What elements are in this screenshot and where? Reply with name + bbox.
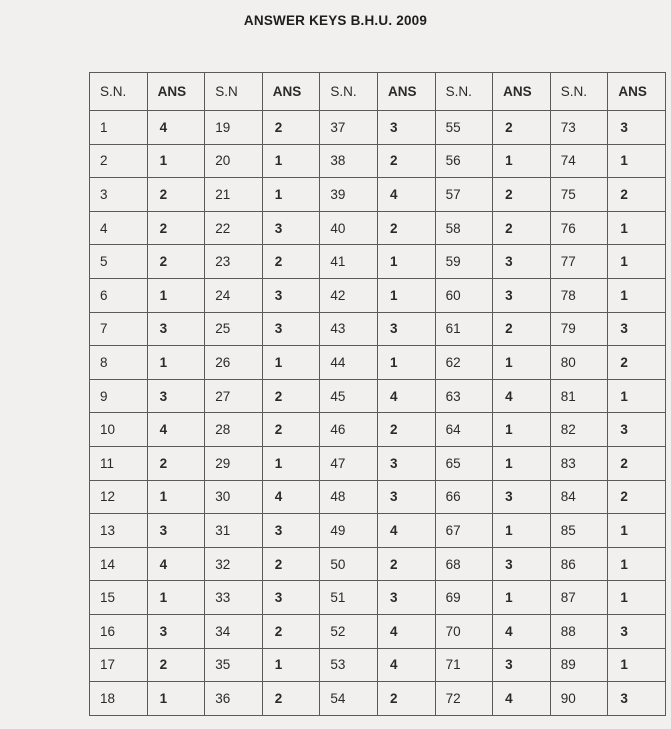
serial-number-cell: 24 <box>205 278 263 312</box>
serial-number-cell: 79 <box>550 312 608 346</box>
answer-cell: 2 <box>608 446 666 480</box>
answer-cell: 1 <box>493 413 551 447</box>
serial-number-cell: 18 <box>90 682 148 716</box>
answer-cell: 1 <box>147 278 205 312</box>
serial-number-cell: 7 <box>90 312 148 346</box>
header-serial-number: S.N. <box>435 73 493 111</box>
serial-number-cell: 47 <box>320 446 378 480</box>
answer-cell: 2 <box>147 178 205 212</box>
answer-cell: 1 <box>608 211 666 245</box>
answer-cell: 3 <box>608 682 666 716</box>
serial-number-cell: 71 <box>435 648 493 682</box>
answer-cell: 3 <box>608 111 666 145</box>
answer-cell: 3 <box>147 614 205 648</box>
serial-number-cell: 48 <box>320 480 378 514</box>
answer-cell: 3 <box>493 245 551 279</box>
serial-number-cell: 54 <box>320 682 378 716</box>
serial-number-cell: 37 <box>320 111 378 145</box>
answer-cell: 2 <box>493 111 551 145</box>
table-row <box>90 682 666 716</box>
serial-number-cell: 69 <box>435 581 493 615</box>
answer-cell: 2 <box>262 245 320 279</box>
serial-number-cell: 41 <box>320 245 378 279</box>
serial-number-cell: 61 <box>435 312 493 346</box>
serial-number-cell: 36 <box>205 682 263 716</box>
serial-number-cell: 66 <box>435 480 493 514</box>
answer-cell: 1 <box>147 144 205 178</box>
header-answer: ANS <box>493 73 551 111</box>
header-answer: ANS <box>147 73 205 111</box>
serial-number-cell: 3 <box>90 178 148 212</box>
answer-cell: 1 <box>608 144 666 178</box>
serial-number-cell: 68 <box>435 547 493 581</box>
serial-number-cell: 64 <box>435 413 493 447</box>
answer-cell: 2 <box>608 178 666 212</box>
serial-number-cell: 45 <box>320 379 378 413</box>
answer-cell: 2 <box>377 413 435 447</box>
serial-number-cell: 43 <box>320 312 378 346</box>
serial-number-cell: 8 <box>90 346 148 380</box>
serial-number-cell: 21 <box>205 178 263 212</box>
serial-number-cell: 27 <box>205 379 263 413</box>
serial-number-cell: 51 <box>320 581 378 615</box>
answer-cell: 2 <box>147 446 205 480</box>
answer-cell: 3 <box>493 547 551 581</box>
serial-number-cell: 14 <box>90 547 148 581</box>
answer-cell: 3 <box>262 278 320 312</box>
header-serial-number: S.N. <box>90 73 148 111</box>
serial-number-cell: 32 <box>205 547 263 581</box>
answer-cell: 4 <box>147 547 205 581</box>
answer-cell: 1 <box>493 144 551 178</box>
answer-cell: 1 <box>262 648 320 682</box>
serial-number-cell: 20 <box>205 144 263 178</box>
answer-cell: 3 <box>608 614 666 648</box>
serial-number-cell: 25 <box>205 312 263 346</box>
serial-number-cell: 15 <box>90 581 148 615</box>
table-row <box>90 312 666 346</box>
answer-cell: 3 <box>262 581 320 615</box>
answer-cell: 1 <box>377 278 435 312</box>
serial-number-cell: 85 <box>550 514 608 548</box>
serial-number-cell: 88 <box>550 614 608 648</box>
answer-cell: 2 <box>262 682 320 716</box>
answer-cell: 2 <box>377 547 435 581</box>
answer-cell: 1 <box>608 514 666 548</box>
answer-cell: 4 <box>493 379 551 413</box>
answer-cell: 1 <box>493 514 551 548</box>
answer-cell: 3 <box>377 480 435 514</box>
answer-cell: 2 <box>147 245 205 279</box>
answer-cell: 4 <box>147 413 205 447</box>
table-row <box>90 346 666 380</box>
answer-cell: 1 <box>377 245 435 279</box>
answer-cell: 1 <box>493 446 551 480</box>
answer-cell: 4 <box>377 614 435 648</box>
serial-number-cell: 67 <box>435 514 493 548</box>
serial-number-cell: 26 <box>205 346 263 380</box>
answer-cell: 2 <box>493 312 551 346</box>
answer-cell: 1 <box>262 446 320 480</box>
table-body <box>90 111 666 716</box>
answer-cell: 3 <box>493 480 551 514</box>
serial-number-cell: 16 <box>90 614 148 648</box>
answer-cell: 2 <box>377 682 435 716</box>
answer-cell: 2 <box>493 178 551 212</box>
answer-key-table-container <box>89 72 666 716</box>
answer-cell: 1 <box>608 278 666 312</box>
serial-number-cell: 46 <box>320 413 378 447</box>
serial-number-cell: 1 <box>90 111 148 145</box>
answer-cell: 3 <box>608 312 666 346</box>
table-row <box>90 413 666 447</box>
serial-number-cell: 34 <box>205 614 263 648</box>
table-row <box>90 547 666 581</box>
answer-cell: 1 <box>262 144 320 178</box>
table-row <box>90 581 666 615</box>
answer-cell: 2 <box>608 480 666 514</box>
serial-number-cell: 86 <box>550 547 608 581</box>
answer-cell: 4 <box>377 178 435 212</box>
answer-cell: 3 <box>608 413 666 447</box>
serial-number-cell: 23 <box>205 245 263 279</box>
serial-number-cell: 30 <box>205 480 263 514</box>
header-answer: ANS <box>262 73 320 111</box>
serial-number-cell: 49 <box>320 514 378 548</box>
answer-cell: 1 <box>262 178 320 212</box>
serial-number-cell: 70 <box>435 614 493 648</box>
answer-cell: 2 <box>608 346 666 380</box>
table-row <box>90 144 666 178</box>
table-header-row <box>90 73 666 111</box>
serial-number-cell: 39 <box>320 178 378 212</box>
answer-cell: 3 <box>493 278 551 312</box>
serial-number-cell: 62 <box>435 346 493 380</box>
serial-number-cell: 29 <box>205 446 263 480</box>
serial-number-cell: 87 <box>550 581 608 615</box>
answer-cell: 4 <box>493 614 551 648</box>
answer-cell: 3 <box>377 446 435 480</box>
header-answer: ANS <box>377 73 435 111</box>
answer-cell: 4 <box>262 480 320 514</box>
answer-cell: 2 <box>377 211 435 245</box>
serial-number-cell: 52 <box>320 614 378 648</box>
table-row <box>90 648 666 682</box>
header-serial-number: S.N. <box>550 73 608 111</box>
serial-number-cell: 57 <box>435 178 493 212</box>
serial-number-cell: 76 <box>550 211 608 245</box>
answer-cell: 2 <box>262 614 320 648</box>
serial-number-cell: 55 <box>435 111 493 145</box>
serial-number-cell: 33 <box>205 581 263 615</box>
answer-cell: 2 <box>377 144 435 178</box>
answer-cell: 3 <box>262 211 320 245</box>
serial-number-cell: 11 <box>90 446 148 480</box>
answer-cell: 2 <box>147 648 205 682</box>
answer-cell: 1 <box>147 480 205 514</box>
table-row <box>90 614 666 648</box>
serial-number-cell: 83 <box>550 446 608 480</box>
answer-cell: 1 <box>147 346 205 380</box>
answer-cell: 1 <box>493 581 551 615</box>
serial-number-cell: 6 <box>90 278 148 312</box>
answer-cell: 3 <box>493 648 551 682</box>
table-row <box>90 480 666 514</box>
answer-cell: 4 <box>377 379 435 413</box>
answer-cell: 2 <box>262 379 320 413</box>
table-row <box>90 278 666 312</box>
serial-number-cell: 53 <box>320 648 378 682</box>
table-row <box>90 446 666 480</box>
serial-number-cell: 38 <box>320 144 378 178</box>
answer-cell: 1 <box>377 346 435 380</box>
answer-cell: 1 <box>147 682 205 716</box>
serial-number-cell: 84 <box>550 480 608 514</box>
serial-number-cell: 17 <box>90 648 148 682</box>
serial-number-cell: 42 <box>320 278 378 312</box>
header-serial-number: S.N. <box>320 73 378 111</box>
serial-number-cell: 75 <box>550 178 608 212</box>
serial-number-cell: 72 <box>435 682 493 716</box>
serial-number-cell: 10 <box>90 413 148 447</box>
serial-number-cell: 35 <box>205 648 263 682</box>
answer-cell: 2 <box>262 111 320 145</box>
answer-key-table <box>89 72 666 716</box>
answer-cell: 3 <box>262 312 320 346</box>
answer-cell: 1 <box>493 346 551 380</box>
answer-cell: 4 <box>377 514 435 548</box>
answer-cell: 1 <box>608 245 666 279</box>
serial-number-cell: 19 <box>205 111 263 145</box>
table-row <box>90 245 666 279</box>
answer-cell: 3 <box>377 581 435 615</box>
serial-number-cell: 50 <box>320 547 378 581</box>
serial-number-cell: 22 <box>205 211 263 245</box>
serial-number-cell: 63 <box>435 379 493 413</box>
table-row <box>90 379 666 413</box>
answer-cell: 1 <box>608 547 666 581</box>
answer-cell: 1 <box>608 379 666 413</box>
serial-number-cell: 60 <box>435 278 493 312</box>
serial-number-cell: 13 <box>90 514 148 548</box>
serial-number-cell: 89 <box>550 648 608 682</box>
answer-cell: 1 <box>262 346 320 380</box>
serial-number-cell: 28 <box>205 413 263 447</box>
serial-number-cell: 65 <box>435 446 493 480</box>
serial-number-cell: 12 <box>90 480 148 514</box>
table-row <box>90 211 666 245</box>
answer-cell: 2 <box>262 413 320 447</box>
serial-number-cell: 80 <box>550 346 608 380</box>
answer-cell: 3 <box>147 514 205 548</box>
serial-number-cell: 59 <box>435 245 493 279</box>
serial-number-cell: 74 <box>550 144 608 178</box>
answer-cell: 2 <box>493 211 551 245</box>
answer-cell: 3 <box>377 312 435 346</box>
answer-cell: 3 <box>147 312 205 346</box>
answer-cell: 3 <box>377 111 435 145</box>
serial-number-cell: 9 <box>90 379 148 413</box>
serial-number-cell: 2 <box>90 144 148 178</box>
header-answer: ANS <box>608 73 666 111</box>
serial-number-cell: 31 <box>205 514 263 548</box>
serial-number-cell: 58 <box>435 211 493 245</box>
serial-number-cell: 5 <box>90 245 148 279</box>
serial-number-cell: 4 <box>90 211 148 245</box>
serial-number-cell: 40 <box>320 211 378 245</box>
serial-number-cell: 73 <box>550 111 608 145</box>
table-row <box>90 111 666 145</box>
answer-cell: 4 <box>493 682 551 716</box>
serial-number-cell: 77 <box>550 245 608 279</box>
answer-cell: 2 <box>147 211 205 245</box>
answer-cell: 3 <box>147 379 205 413</box>
header-serial-number: S.N <box>205 73 263 111</box>
answer-cell: 4 <box>147 111 205 145</box>
serial-number-cell: 78 <box>550 278 608 312</box>
answer-cell: 4 <box>377 648 435 682</box>
answer-cell: 1 <box>147 581 205 615</box>
serial-number-cell: 90 <box>550 682 608 716</box>
answer-cell: 3 <box>262 514 320 548</box>
table-row <box>90 178 666 212</box>
table-row <box>90 514 666 548</box>
answer-cell: 1 <box>608 581 666 615</box>
answer-cell: 2 <box>262 547 320 581</box>
answer-cell: 1 <box>608 648 666 682</box>
serial-number-cell: 56 <box>435 144 493 178</box>
serial-number-cell: 81 <box>550 379 608 413</box>
serial-number-cell: 82 <box>550 413 608 447</box>
page-title: ANSWER KEYS B.H.U. 2009 <box>243 13 428 28</box>
serial-number-cell: 44 <box>320 346 378 380</box>
